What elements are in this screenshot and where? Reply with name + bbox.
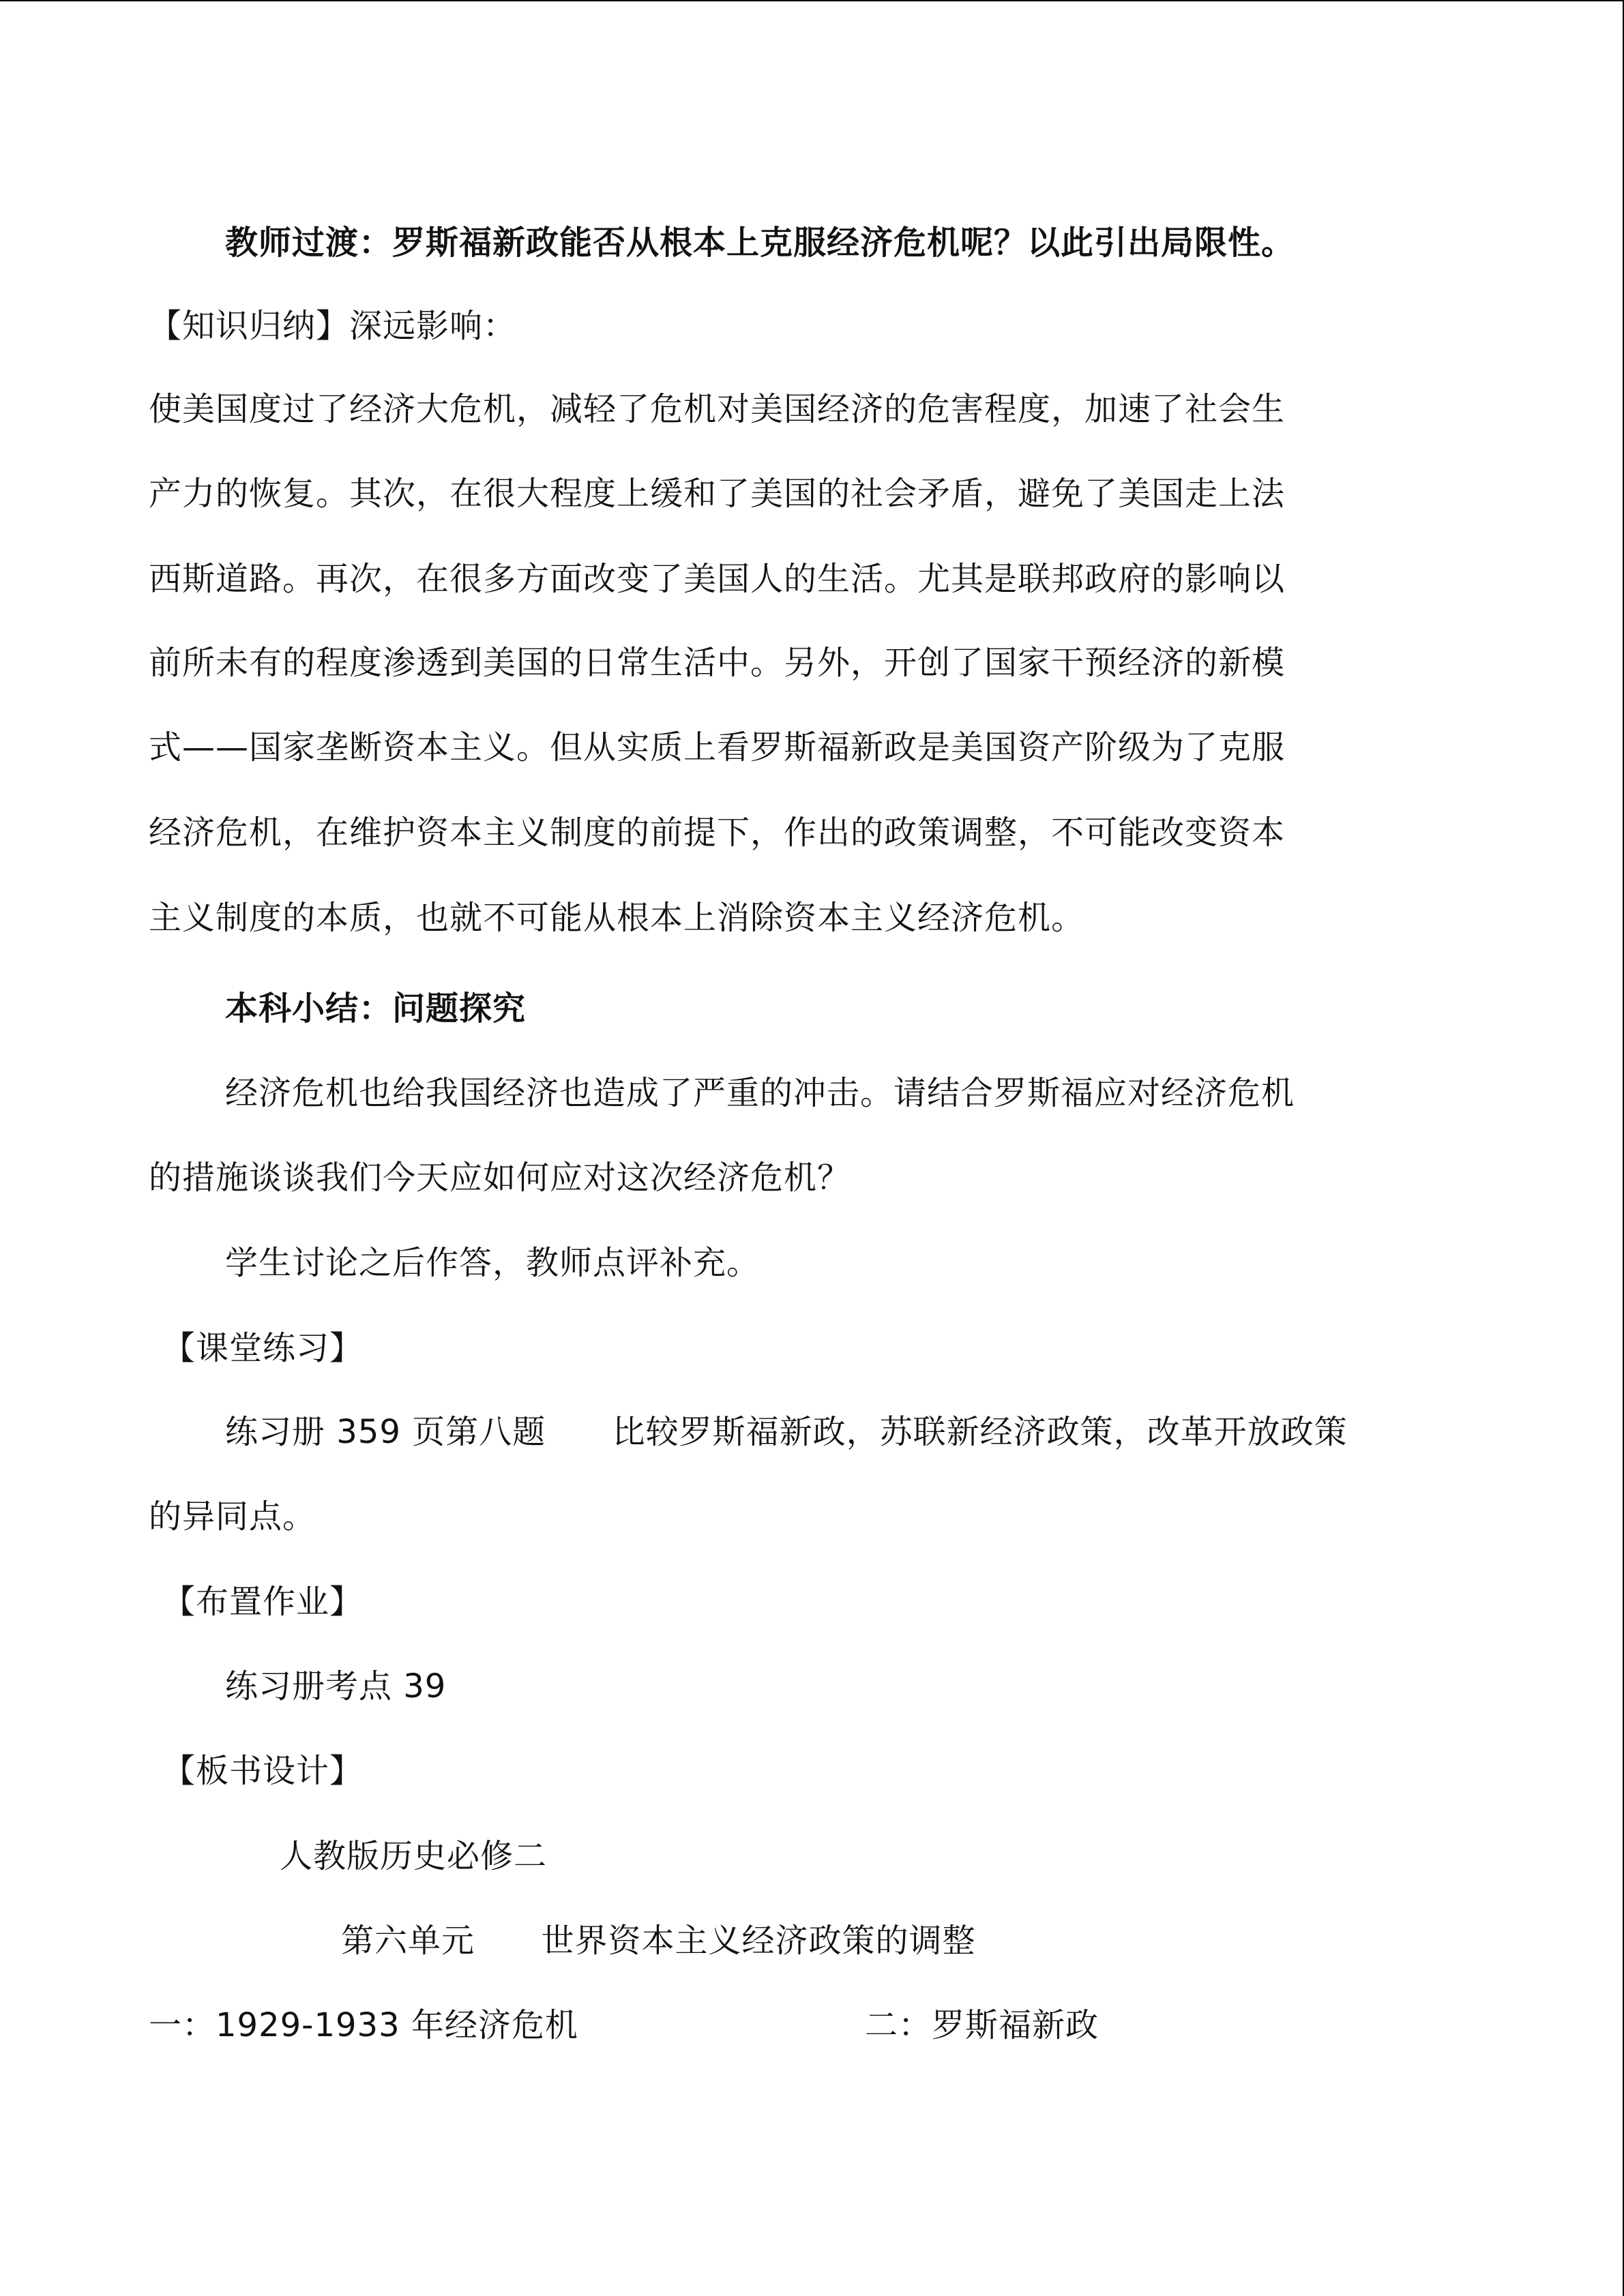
impact-paragraph-line-3: 西斯道路。再次，在很多方面改变了美国人的生活。尤其是联邦政府的影响以 (149, 560, 1286, 598)
section-two-title: 二：罗斯福新政 (865, 2006, 1099, 2044)
textbook-title: 人教版历史必修二 (280, 1837, 548, 1875)
lesson-summary-heading: 本科小结：问题探究 (225, 989, 527, 1028)
inquiry-question-line-1: 经济危机也给我国经济也造成了严重的冲击。请结合罗斯福应对经济危机 (225, 1074, 1295, 1112)
impact-paragraph-line-1: 使美国度过了经济大危机，减轻了危机对美国经济的危害程度，加速了社会生 (149, 390, 1286, 428)
impact-paragraph-line-5: 式——国家垄断资本主义。但从实质上看罗斯福新政是美国资产阶级为了克服 (149, 728, 1286, 766)
impact-paragraph-line-6: 经济危机，在维护资本主义制度的前提下，作出的政策调整，不可能改变资本 (149, 814, 1286, 852)
homework-line: 练习册考点 39 (225, 1667, 447, 1705)
homework-heading: 【布置作业】 (162, 1583, 364, 1621)
discussion-line: 学生讨论之后作答，教师点评补充。 (225, 1244, 761, 1282)
exercise-line-2: 的异同点。 (149, 1497, 316, 1536)
teacher-transition-line: 教师过渡：罗斯福新政能否从根本上克服经济危机呢？以此引出局限性。 (225, 224, 1295, 262)
unit-title: 第六单元 世界资本主义经济政策的调整 (341, 1922, 976, 1960)
exercise-line-1: 练习册 359 页第八题 比较罗斯福新政，苏联新经济政策，改革开放政策 (225, 1413, 1348, 1451)
impact-paragraph-line-4: 前所未有的程度渗透到美国的日常生活中。另外，开创了国家干预经济的新模 (149, 644, 1286, 682)
classroom-exercise-heading: 【课堂练习】 (162, 1329, 364, 1367)
inquiry-question-line-2: 的措施谈谈我们今天应如何应对这次经济危机？ (149, 1159, 851, 1197)
section-one-title: 一：1929-1933 年经济危机 (149, 2006, 578, 2044)
impact-paragraph-line-2: 产力的恢复。其次，在很大程度上缓和了美国的社会矛盾，避免了美国走上法 (149, 475, 1286, 513)
knowledge-summary-heading: 【知识归纳】深远影响： (149, 307, 517, 345)
impact-paragraph-line-7: 主义制度的本质，也就不可能从根本上消除资本主义经济危机。 (149, 899, 1085, 937)
blackboard-design-heading: 【板书设计】 (162, 1752, 364, 1790)
